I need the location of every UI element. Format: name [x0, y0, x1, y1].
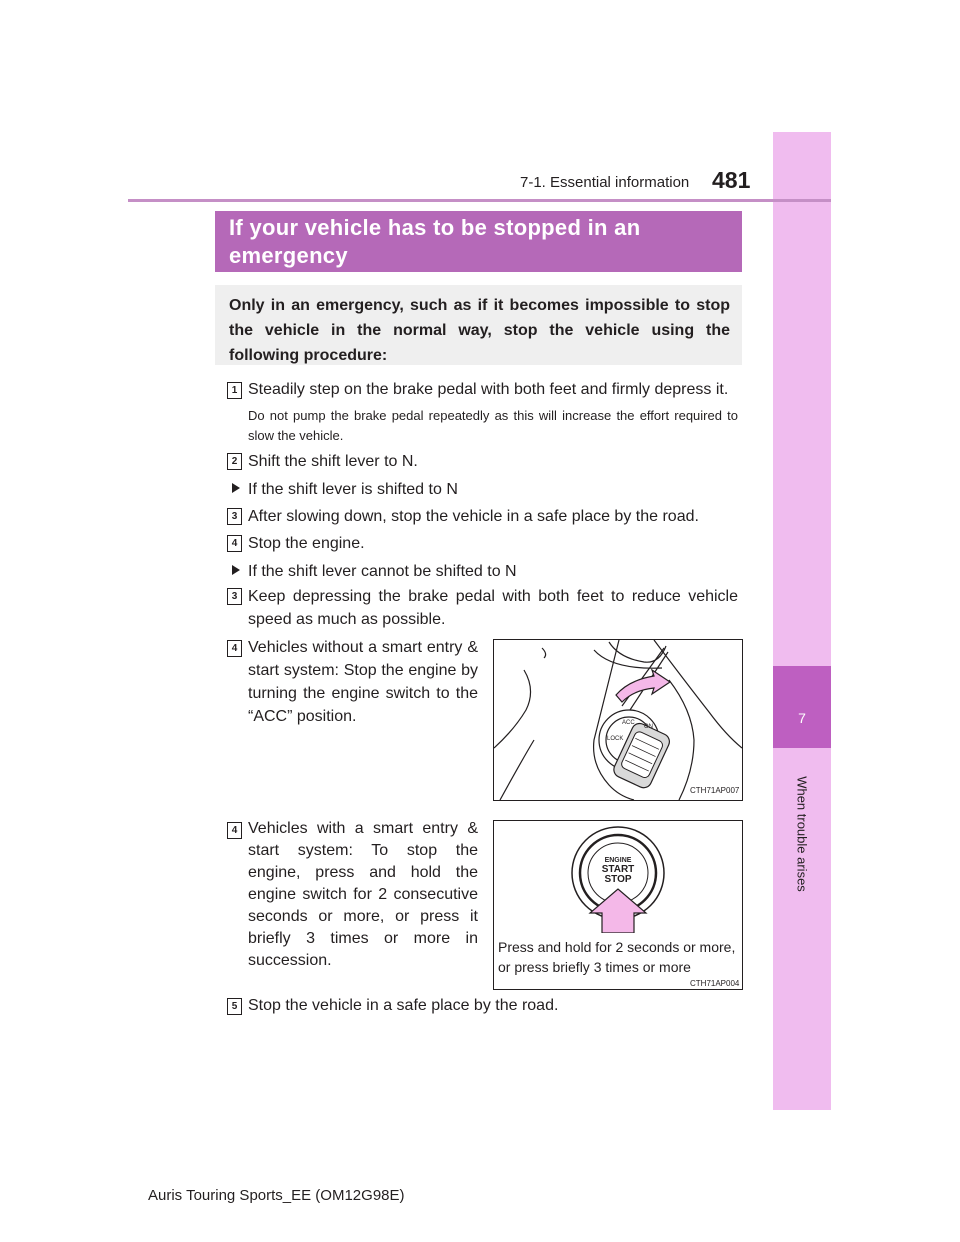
step-text: Stop the engine.	[248, 535, 365, 552]
sub-heading-text: If the shift lever cannot be shifted to N	[248, 563, 517, 580]
step-text: After slowing down, stop the vehicle in a safe place by the road.	[248, 508, 699, 525]
step-text: Vehicles with a smart entry & start system: To stop the engine, press and hold the engine switch for 2 consecutive seconds or more, or press it briefly 3 times or more in succession.	[248, 820, 478, 969]
step-badge: 4	[227, 640, 242, 657]
button-label-line3: STOP	[604, 874, 632, 885]
step-text: Keep depressing the brake pedal with both feet to reduce vehicle speed as much as possible.	[248, 588, 738, 628]
sub-heading	[232, 478, 458, 501]
step-badge: 4	[227, 822, 242, 839]
step-text: Vehicles without a smart entry & start system: Stop the engine by turning the engine switch to the “ACC” position.	[248, 639, 478, 725]
step-badge: 3	[227, 588, 242, 605]
engine-switch-figure	[493, 820, 743, 990]
triangle-bullet-icon	[232, 483, 240, 493]
triangle-bullet-icon	[232, 565, 240, 575]
figure-caption: Press and hold for 2 seconds or more, or press briefly 3 times or more	[498, 939, 736, 975]
sub-heading	[232, 560, 517, 583]
chapter-tab	[773, 132, 831, 1110]
step-badge: 3	[227, 508, 242, 525]
section-title: 7-1. Essential information	[520, 174, 690, 191]
sub-heading-text: If the shift lever is shifted to N	[248, 481, 458, 498]
chapter-tab-active	[773, 666, 831, 748]
svg-text:ACC: ACC	[622, 720, 635, 726]
chapter-number: 7	[798, 710, 806, 726]
step-text: Shift the shift lever to N.	[248, 453, 418, 470]
page-number: 481	[712, 167, 751, 193]
button-label-line2: START	[601, 864, 635, 875]
footer-model: Auris Touring Sports_EE (OM12G98E)	[148, 1187, 405, 1204]
chapter-title: When trouble arises	[794, 776, 810, 892]
figure-code: CTH71AP007	[690, 786, 740, 795]
step-badge: 1	[227, 382, 242, 399]
step-badge: 2	[227, 453, 242, 470]
step-text: Steadily step on the brake pedal with both feet and firmly depress it.	[248, 381, 729, 398]
engine-start-stop-button	[588, 857, 648, 885]
page-title-line1: If your vehicle has to be stopped in an	[229, 215, 641, 240]
button-label-line1: ENGINE	[604, 857, 632, 864]
figure-code: CTH71AP004	[690, 979, 740, 988]
intro-box: Only in an emergency, such as if it becomes impossible to stop the vehicle in the normal way, stop the vehicle using the following procedure:	[215, 285, 742, 365]
header-rule	[128, 199, 831, 202]
ignition-key-figure	[493, 639, 743, 801]
svg-text:ON: ON	[644, 724, 653, 730]
svg-text:LOCK: LOCK	[607, 736, 624, 742]
step-badge: 4	[227, 535, 242, 552]
page-title	[215, 211, 742, 272]
page-title-line2: emergency	[229, 243, 348, 268]
step-text: Stop the vehicle in a safe place by the road.	[248, 997, 559, 1014]
step-badge: 5	[227, 998, 242, 1015]
ignition-key-illustration	[494, 640, 742, 800]
step-note: Do not pump the brake pedal repeatedly as this will increase the effort required to slow the vehicle.	[248, 408, 738, 443]
